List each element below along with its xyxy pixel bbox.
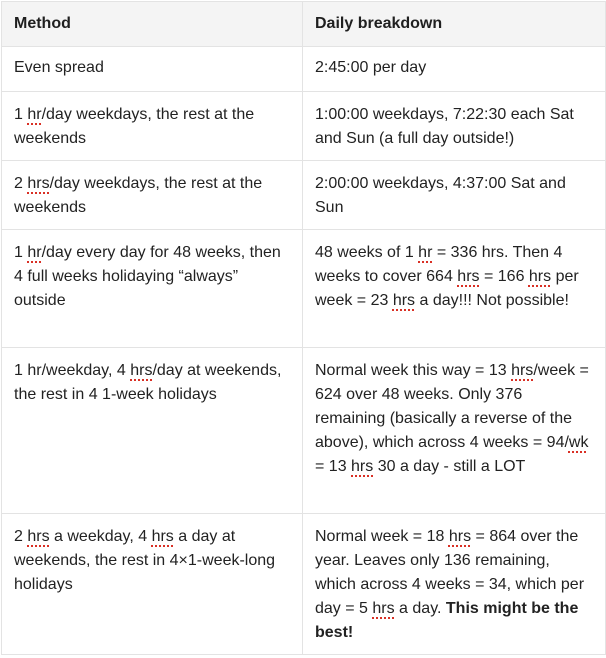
cell-text: Normal week this way = 13 <box>315 362 512 379</box>
method-cell <box>2 514 303 655</box>
cell-text: 1 <box>14 106 28 123</box>
breakdown-cell <box>303 92 606 161</box>
spellcheck-word[interactable]: hrs <box>528 268 552 285</box>
emphasis-text: This might be the best! <box>315 600 579 641</box>
spellcheck-word[interactable]: wk <box>568 434 589 451</box>
cell-text: = 864 over the year. Leaves only 136 remaining, which across 4 weeks = 34, which per day = 5 <box>315 528 585 617</box>
cell-text: 2:00:00 weekdays, 4:37:00 Sat and Sun <box>315 175 566 216</box>
spellcheck-word[interactable]: hrs <box>457 268 480 285</box>
spellcheck-word[interactable]: hrs <box>27 175 50 192</box>
cell-text: a day. <box>394 600 446 617</box>
cell-text: /day weekdays, the rest at the weekends <box>14 106 255 147</box>
cell-text: 30 a day - still a LOT <box>373 458 526 475</box>
cell-text: 1 <box>14 244 28 261</box>
breakdown-cell <box>303 514 606 655</box>
header-method: Method <box>2 2 303 47</box>
spellcheck-word[interactable]: hrs <box>372 600 395 617</box>
method-cell <box>2 161 303 230</box>
cell-text: /week = 624 over 48 weeks. Only 376 remaining (basically a reverse of the above), which across 4 weeks = 94/ <box>315 362 589 451</box>
cell-text: = 13 <box>315 458 352 475</box>
cell-text: 2 <box>14 528 28 545</box>
cell-text: = 336 hrs. Then 4 weeks to cover 664 <box>315 244 563 285</box>
spellcheck-word[interactable]: hr <box>27 106 42 123</box>
cell-text: 2 <box>14 175 28 192</box>
cell-text: Even spread <box>14 59 104 76</box>
cell-text: per week = 23 <box>315 268 579 309</box>
breakdown-cell <box>303 230 606 348</box>
table-row <box>2 92 606 161</box>
cell-text: Normal week = 18 <box>315 528 449 545</box>
method-cell <box>2 230 303 348</box>
cell-text: 1 hr/weekday, 4 <box>14 362 131 379</box>
breakdown-cell <box>303 348 606 514</box>
cell-text: 1:00:00 weekdays, 7:22:30 each Sat and Sun (a full day outside!) <box>315 106 574 147</box>
table-row <box>2 514 606 655</box>
breakdown-cell <box>303 47 606 92</box>
table-row <box>2 348 606 514</box>
spellcheck-word[interactable]: hr <box>27 244 42 261</box>
breakdown-cell <box>303 161 606 230</box>
header-daily-breakdown: Daily breakdown <box>303 2 606 47</box>
table-row <box>2 47 606 92</box>
spellcheck-word[interactable]: hrs <box>151 528 174 545</box>
spellcheck-word[interactable]: hrs <box>130 362 153 379</box>
cell-text: a day!!! Not possible! <box>415 292 569 309</box>
method-cell <box>2 348 303 514</box>
cell-text: /day weekdays, the rest at the weekends <box>14 175 263 216</box>
method-cell <box>2 92 303 161</box>
cell-text: /day at weekends, the rest in 4 1-week holidays <box>14 362 282 403</box>
cell-text: 48 weeks of 1 <box>315 244 419 261</box>
spellcheck-word[interactable]: hrs <box>392 292 416 309</box>
spellcheck-word[interactable]: hr <box>418 244 433 261</box>
cell-text: /day every day for 48 weeks, then 4 full weeks holidaying “always” outside <box>14 244 281 309</box>
table-row <box>2 230 606 348</box>
cell-text: a weekday, 4 <box>49 528 152 545</box>
method-cell <box>2 47 303 92</box>
spellcheck-word[interactable]: hrs <box>351 458 374 475</box>
spellcheck-word[interactable]: hrs <box>448 528 472 545</box>
cell-text: = 166 <box>479 268 529 285</box>
cell-text: a day at weekends, the rest in 4×1-week-long holidays <box>14 528 276 593</box>
spellcheck-word[interactable]: hrs <box>511 362 534 379</box>
comparison-table <box>1 1 606 655</box>
cell-text: 2:45:00 per day <box>315 59 427 76</box>
table-row <box>2 161 606 230</box>
header-row <box>2 2 606 47</box>
spellcheck-word[interactable]: hrs <box>27 528 50 545</box>
